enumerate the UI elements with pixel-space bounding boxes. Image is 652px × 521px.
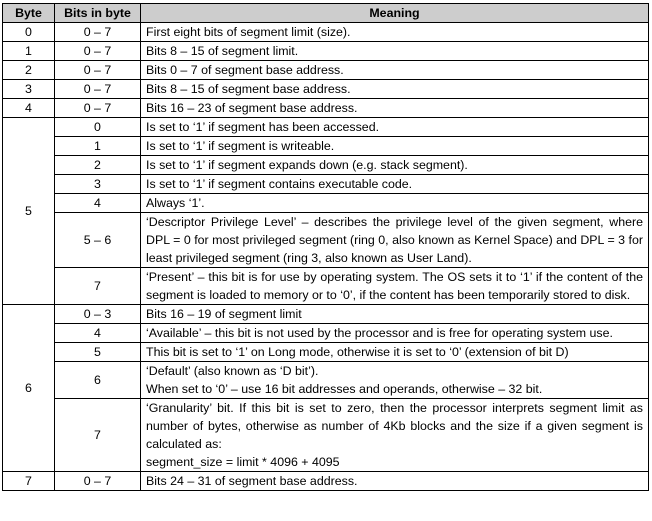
table-row: [3, 80, 649, 99]
table-row: [3, 175, 649, 194]
table-row: [3, 99, 649, 118]
table-row: [3, 213, 649, 268]
byte-cell: 3: [3, 80, 55, 99]
meaning-cell: Is set to ‘1’ if segment contains executable code.: [141, 175, 649, 194]
bits-cell: 0 – 7: [55, 80, 141, 99]
bits-cell: 0 – 7: [55, 472, 141, 491]
table-row: [3, 343, 649, 362]
bits-cell: 0 – 3: [55, 305, 141, 324]
descriptor-table: [2, 3, 649, 491]
byte-cell: 6: [3, 305, 55, 472]
table-row: [3, 118, 649, 137]
meaning-cell: This bit is set to ‘1’ on Long mode, otherwise it is set to ‘0’ (extension of bit D): [141, 343, 649, 362]
bits-cell: 0 – 7: [55, 61, 141, 80]
table-row: [3, 268, 649, 305]
bits-cell: 4: [55, 324, 141, 343]
meaning-cell: Is set to ‘1’ if segment has been accessed.: [141, 118, 649, 137]
table-row: [3, 194, 649, 213]
byte-cell: 0: [3, 23, 55, 42]
table-row: [3, 472, 649, 491]
meaning-cell: Is set to ‘1’ if segment is writeable.: [141, 137, 649, 156]
meaning-line: ‘Default’ (also known as ‘D bit’).: [146, 364, 319, 378]
table-row: [3, 137, 649, 156]
byte-cell: 4: [3, 99, 55, 118]
table-row: [3, 324, 649, 343]
bits-cell: 7: [55, 399, 141, 472]
meaning-cell: Bits 16 – 19 of segment limit: [141, 305, 649, 324]
bits-cell: 4: [55, 194, 141, 213]
meaning-cell: [141, 362, 649, 399]
header-byte: Byte: [3, 4, 55, 23]
header-bits: Bits in byte: [55, 4, 141, 23]
meaning-cell: Bits 8 – 15 of segment base address.: [141, 80, 649, 99]
bits-cell: 0 – 7: [55, 23, 141, 42]
bits-cell: 5: [55, 343, 141, 362]
meaning-line: When set to ‘0’ – use 16 bit addresses and operands, otherwise – 32 bit.: [146, 382, 543, 396]
meaning-cell: Bits 16 – 23 of segment base address.: [141, 99, 649, 118]
meaning-cell: ‘Available’ – this bit is not used by the processor and is free for operating system use.: [141, 324, 649, 343]
byte-cell: 7: [3, 472, 55, 491]
bits-cell: 2: [55, 156, 141, 175]
table-row: [3, 156, 649, 175]
bits-cell: 7: [55, 268, 141, 305]
header-row: [3, 4, 649, 23]
meaning-cell: First eight bits of segment limit (size).: [141, 23, 649, 42]
byte-cell: 2: [3, 61, 55, 80]
meaning-cell: Is set to ‘1’ if segment expands down (e.g. stack segment).: [141, 156, 649, 175]
meaning-cell: Bits 0 – 7 of segment base address.: [141, 61, 649, 80]
table-row: [3, 305, 649, 324]
bits-cell: 0 – 7: [55, 99, 141, 118]
meaning-cell: ‘Descriptor Privilege Level’ – describes the privilege level of the given segment, where DPL = 0 for most privileged segment (ring 0, also known as Kernel Space) and DPL = 3 for least privileged segment (ring 3, also known as User Land).: [141, 213, 649, 268]
bits-cell: 1: [55, 137, 141, 156]
meaning-cell: Bits 8 – 15 of segment limit.: [141, 42, 649, 61]
header-meaning: Meaning: [141, 4, 649, 23]
meaning-cell: ‘Present’ – this bit is for use by operating system. The OS sets it to ‘1’ if the content of the segment is loaded to memory or to ‘0’, if the content has been temporarily stored to disk.: [141, 268, 649, 305]
meaning-line: ‘Granularity’ bit. If this bit is set to zero, then the processor interprets segment limit as number of bytes, otherwise as number of 4Kb blocks and the size if a given segment is calculated as:: [146, 401, 643, 451]
meaning-cell: [141, 399, 649, 472]
bits-cell: 6: [55, 362, 141, 399]
table-row: [3, 399, 649, 472]
bits-cell: 0 – 7: [55, 42, 141, 61]
table-row: [3, 362, 649, 399]
meaning-line: segment_size = limit * 4096 + 4095: [146, 455, 340, 469]
table-row: [3, 23, 649, 42]
meaning-cell: Always ‘1’.: [141, 194, 649, 213]
bits-cell: 0: [55, 118, 141, 137]
table-row: [3, 42, 649, 61]
byte-cell: 1: [3, 42, 55, 61]
bits-cell: 5 – 6: [55, 213, 141, 268]
meaning-cell: Bits 24 – 31 of segment base address.: [141, 472, 649, 491]
table-row: [3, 61, 649, 80]
byte-cell: 5: [3, 118, 55, 305]
bits-cell: 3: [55, 175, 141, 194]
